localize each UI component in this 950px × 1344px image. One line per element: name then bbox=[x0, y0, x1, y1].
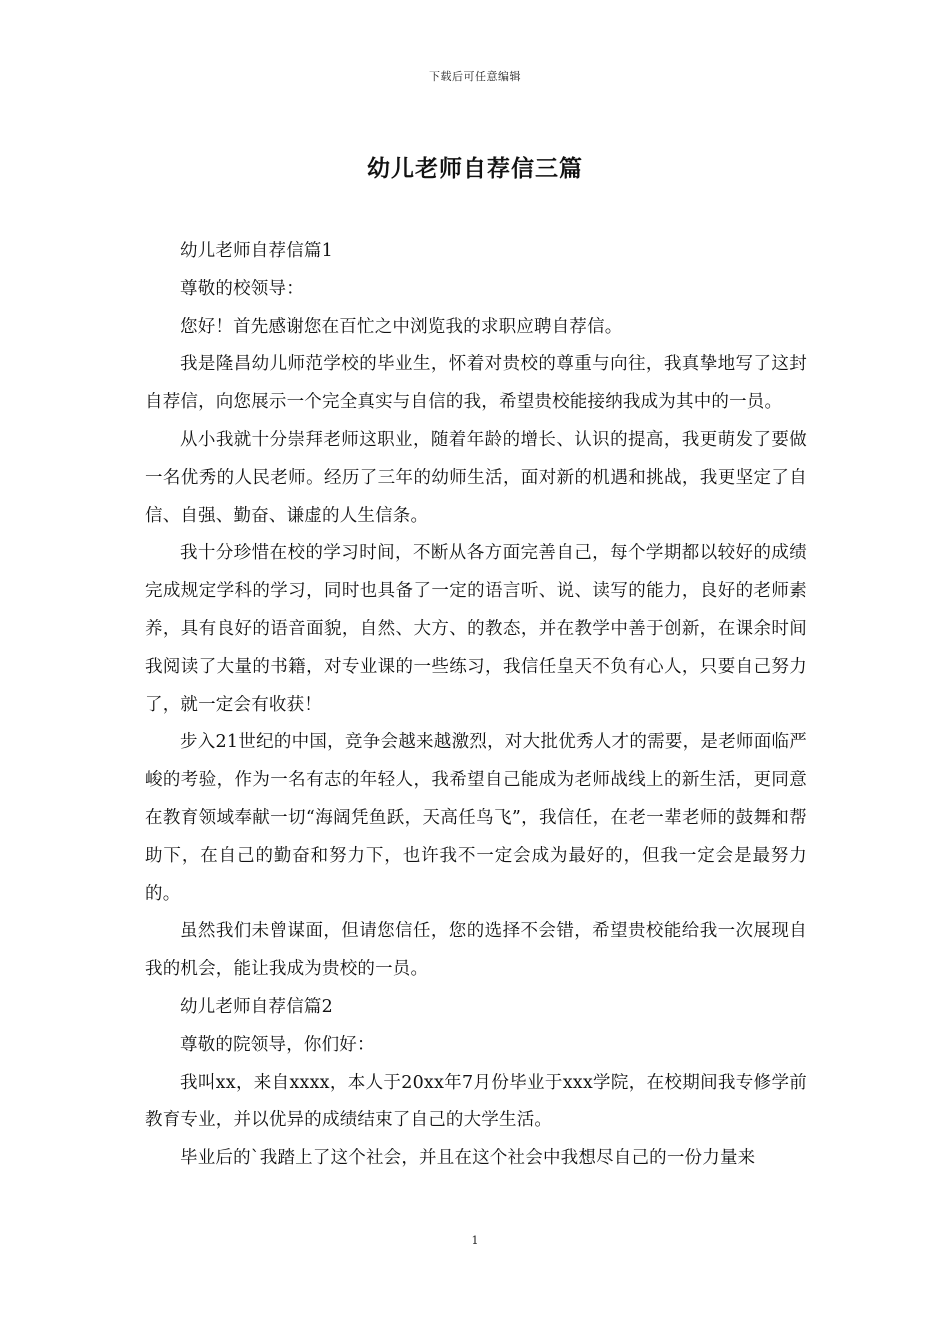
salutation: 尊敬的校领导： bbox=[180, 278, 304, 299]
section-heading-1: 幼儿老师自荐信篇1 bbox=[180, 241, 333, 261]
paragraph: 我叫xx，来自xxxx，本人于20xx年7月份毕业于xxx学院，在校期间我专修学前教育专业，并以优异的成绩结束了自己的大学生活。 bbox=[145, 1072, 807, 1131]
paragraph: 虽然我们未曾谋面，但请您信任，您的选择不会错，希望贵校能给我一次展现自我的机会，能让我成为贵校的一员。 bbox=[145, 921, 807, 980]
section-heading-2: 幼儿老师自荐信篇2 bbox=[180, 996, 333, 1017]
document-title: 幼儿老师自荐信三篇 bbox=[367, 155, 583, 182]
paragraph: 步入21世纪的中国，竞争会越来越激烈，对大批优秀人才的需要，是老师面临严峻的考验，作为一名有志的年轻人，我希望自己能成为老师战线上的新生活，更同意在教育领域奉献一切“海阔凭鱼跃，天高任鸟飞”，我信任，在老一辈老师的鼓舞和帮助下，在自己的勤奋和努力下，也许我不一定会成为最好的，但我一定会是最努力的。 bbox=[145, 732, 807, 904]
paragraph: 您好！首先感谢您在百忙之中浏览我的求职应聘自荐信。 bbox=[180, 316, 623, 337]
paragraph: 从小我就十分崇拜老师这职业，随着年龄的增长、认识的提高，我更萌发了要做一名优秀的人民老师。经历了三年的幼师生活，面对新的机遇和挑战，我更坚定了自信、自强、勤奋、谦虚的人生信条。 bbox=[145, 429, 807, 526]
paragraph: 毕业后的`我踏上了这个社会，并且在这个社会中我想尽自己的一份力量来 bbox=[180, 1148, 756, 1169]
document-body bbox=[145, 233, 807, 1178]
page-number: 1 bbox=[471, 1234, 479, 1247]
paragraph: 我是隆昌幼儿师范学校的毕业生，怀着对贵校的尊重与向往，我真挚地写了这封自荐信，向您展示一个完全真实与自信的我，希望贵校能接纳我成为其中的一员。 bbox=[145, 354, 807, 413]
header-note: 下载后可任意编辑 bbox=[429, 70, 521, 83]
salutation: 尊敬的院领导，你们好： bbox=[180, 1034, 375, 1055]
paragraph: 我十分珍惜在校的学习时间，不断从各方面完善自己，每个学期都以较好的成绩完成规定学科的学习，同时也具备了一定的语言听、说、读写的能力，良好的老师素养，具有良好的语音面貌，自然、大方、的教态，并在教学中善于创新，在课余时间我阅读了大量的书籍，对专业课的一些练习，我信任皇天不负有心人，只要自己努力了，就一定会有收获！ bbox=[145, 543, 807, 715]
